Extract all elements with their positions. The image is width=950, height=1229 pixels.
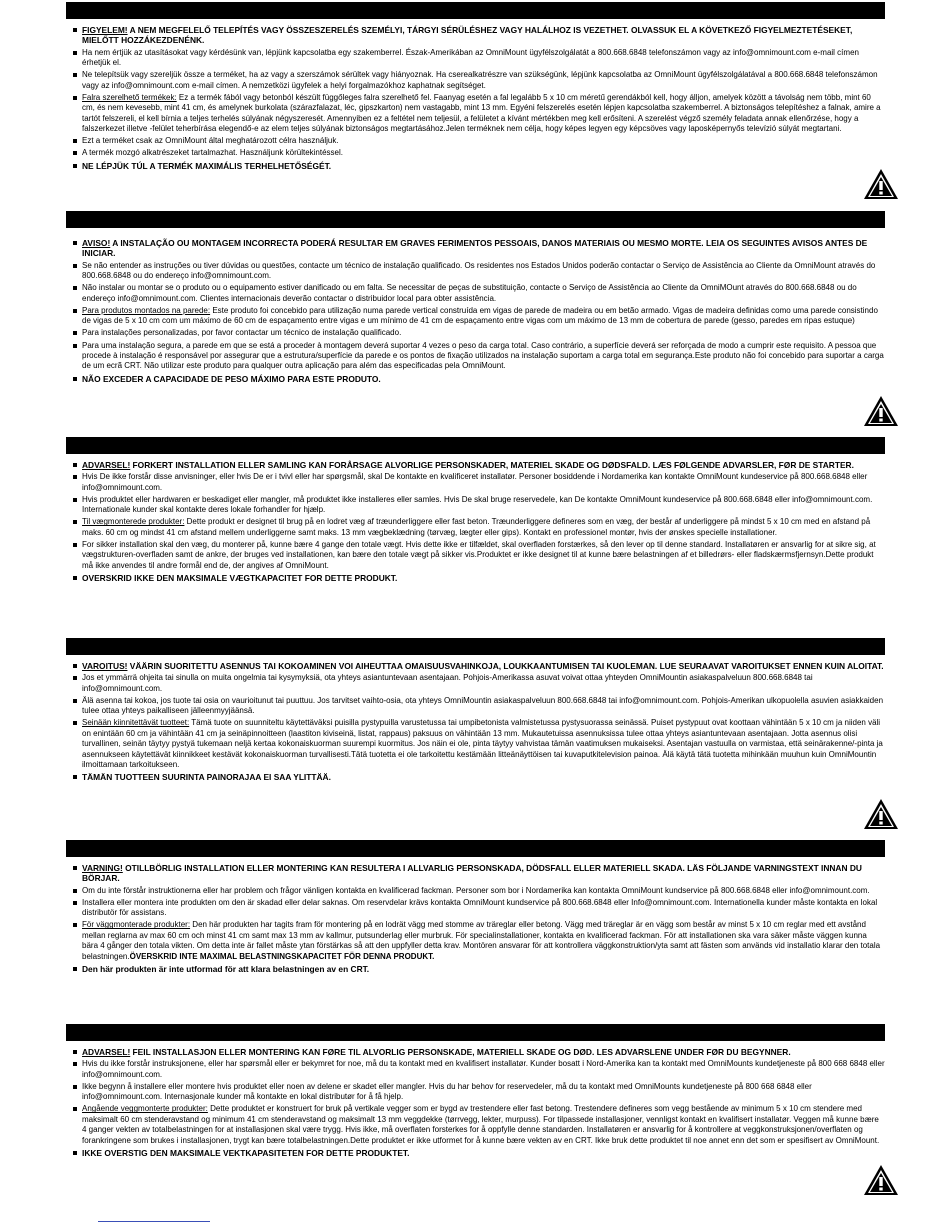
warning-section-sv [66, 840, 885, 976]
list-item: Para instalações personalizadas, por favor contactar um técnico de instalação qualificado. [82, 328, 885, 338]
warning-triangle-icon [863, 395, 899, 427]
list-item: Não instalar ou montar se o produto ou o equipamento estiver danificado ou em falta. Se necessitar de peças de substituição, contacte o Serviço de Assistência ao Cliente da OmniMOunt através do 800.668.6848 ou do endereço info@omnimount.com. Clientes internacionais deverão contactar o distribuidor local para obter assistência. [82, 283, 885, 304]
warning-section-da [66, 437, 885, 585]
section-bar [66, 211, 885, 228]
warning-heading: ADVARSEL! FEIL INSTALLASJON ELLER MONTERING KAN FØRE TIL ALVORLIG PERSONSKADE, MATERIELL SKADE OG DØD. LES ADVARSLENE UNDER FØR DU BEGYNNER. [82, 1047, 885, 1057]
list-item: For sikker installation skal den væg, du monterer på, kunne bære 4 gange den totale vægt. Hvis dette ikke er tilfældet, skal overfladen forstærkes, så den lever op til denne standard. Installatøren er ansvarlig for at sikre sig, at vægstrukturen-overfladen samt de ankre, der bruges ved installationen, kan bære den totale vægt på sikker vis.Produktet er ikke designet til at kunne bære belastningen af et billedrørs- eller fladskærmsfjernsyn.Dette produkt må ikke anvendes til andre formål end de, der angives af OmniMount. [82, 540, 885, 571]
list-item: Ikke begynn å installere eller montere hvis produktet eller noen av delene er skadet eller mangler. Hvis du har behov for reservedeler, må du ta kontakt med OmniMounts kundetjeneste på 800 668 6848 eller info@omnimount.com. Internasjonale kunder må kontakte en lokal distributør for å få hjelp. [82, 1082, 885, 1103]
list-item: A termék mozgó alkatrészeket tartalmazhat. Használjunk körültekintéssel. [82, 148, 885, 158]
warning-section-no [66, 1024, 885, 1160]
warning-list [66, 661, 885, 783]
warning-list [66, 25, 885, 171]
warning-list [66, 863, 885, 974]
list-item: Om du inte förstår instruktionerna eller har problem och frågor vänligen kontakta en kvalificerad fackman. Personer som bor i Nordamerika kan kontakta OmniMount kundservice på 800.668.6848 eller info@omnimount.com. [82, 886, 885, 896]
max-load-warning: NE LÉPJÜK TÚL A TERMÉK MAXIMÁLIS TERHELHETŐSÉGÉT. [82, 161, 885, 171]
warning-heading: VAROITUS! VÄÄRIN SUORITETTU ASENNUS TAI KOKOAMINEN VOI AIHEUTTAA OMAISUUSVAHINKOJA, LOUKKAANTUMISEN TAI KUOLEMAN. LUE SEURAAVAT VAROITUKSET ENNEN KUIN ALOITAT. [82, 661, 884, 671]
list-item: Angående veggmonterte produkter: Dette produktet er konstruert for bruk på vertikale vegger som er bygd av trestendere eller fast betong. Trestendere defineres som vegg bestående av minimum 5 x 10 cm stendere med maksimalt 60 cm stenderavstand og minimum 41 cm stenderavstand og maksimalt 13 mm veggdekke (tørrvegg, lekter, murpuss). For tilpassede installasjoner, vennligst kontakt en kvalifisert installatør. Veggen må kunne bære 4 ganger vekten av totalbelastningen for at installasjonen skal være trygg. Hvis ikke, må overflaten forsterkes for å oppfylle denne standarden. Installatøren er ansvarlig for å kontrollere at veggkonstruksjonen/overflaten og forankringene som brukes i installasjonen, trygt kan bære totalbelastningen.Dette produktet er ikke utformet for å kunne bære vekten av en CRT. Ikke bruk dette produktet til noe annet enn det som er spesifisert av OmniMount. [82, 1104, 885, 1146]
list-item: Ne telepítsük vagy szereljük össze a terméket, ha az vagy a szerszámok sérültek vagy hiányoznak. Ha cserealkatrészre van szükségünk, lépjünk kapcsolatba az OmniMount ügyfélszolgálatával a 800.668.6848 telefonszámon vagy az info@omnimount.com e-mail címen. A nemzetközi ügyfelek a helyi forgalmazókhoz kaphatnak segítséget. [82, 70, 885, 91]
section-bar [66, 1024, 885, 1041]
list-item: Seinään kiinnitettävät tuotteet: Tämä tuote on suunniteltu käytettäväksi puisilla pystypuilla varustetussa tai umpibetonista valmistetussa pystysuorassa seinässä. Puiset pystypuut ovat koottaan vähintään 5 x 10 cm ja niiden väli on enintään 60 cm ja vähintään 41 cm ja seinäpinnoitteen (laastiton kiviseinä, listat, rappaus) paksuus on vähintään 13 mm. Mukautetuissa asennuksissa tulee ottaa yhteys asiantuntevaan asentajaan. Jotta asennus olisi turvallinen, seinän täytyy pystyä tukemaan neljä kertaa kokonaiskuorman suurempi kuormitus. Jos näin ei ole, pinta täytyy vahvistaa tämän vaatimuksen mukaiseksi. Asentajan vastuulla on varmistaa, että seinärakenne/-pinta ja asennukseen käytettävät kiinnikkeet kestävät kokonaiskuorman turvallisesti.Tätä tuotetta ei ole tarkoitettu kestämään litteänäyttöisen tai kuvaputkitelevision painoa. Älä käytä tätä tuotetta mihinkään muuhun kuin OmniMountin ilmoittamaan tarkoitukseen. [82, 718, 885, 770]
section-bar [66, 638, 885, 655]
section-bar [66, 840, 885, 857]
list-item: Til vægmonterede produkter: Dette produkt er designet til brug på en lodret væg af træunderliggere eller fast beton. Træunderliggere defineres som en væg, der består af underliggere på mindst 5 x 10 cm med en afstand på maks. 60 cm og mindst 41 cm afstand mellem underliggerne samt maks. 13 mm vægbeklædning (tørvæg, lægter eller gips). Kontakt en professionel montør, hvis der ønskes specielle installationer. [82, 517, 885, 538]
warning-triangle-icon [863, 798, 899, 830]
warning-section-fi [66, 638, 885, 784]
warning-list [66, 238, 885, 384]
footer-divider [98, 1221, 210, 1222]
max-load-warning: NÃO EXCEDER A CAPACIDADE DE PESO MÁXIMO PARA ESTE PRODUTO. [82, 374, 885, 384]
section-bar [66, 437, 885, 454]
list-item: Ezt a terméket csak az OmniMount által meghatározott célra használjuk. [82, 136, 885, 146]
warning-triangle-icon [863, 1164, 899, 1196]
list-item: Älä asenna tai kokoa, jos tuote tai osia on vaurioitunut tai puuttuu. Jos tarvitset vaihto-osia, ota yhteys OmniMountin asiakaspalveluun 800.668.6848 tai info@omnimount.com. Pohjois-Amerikan ulkopuolella asuvien asiakkaiden tulee ottaa yhteys paikalliseen jälleenmyyjäänsä. [82, 695, 884, 716]
list-item: Para uma instalação segura, a parede em que se está a proceder à montagem deverá suportar 4 vezes o peso da carga total. Caso contrário, a superfície deverá ser reforçada de modo a cumprir este requisito. A pessoa que procede à instalação é responsável por assegurar que a estrutura/superfície da parede e os pontos de fixação utilizados na instalação suportam a carga total em segurança.Este produto não foi concebido para suportar a carga de um ecrã CRT. Não utilizar este produto para qualquer outra aplicação para além das especificadas pela OmniMount. [82, 340, 884, 371]
list-item: Jos et ymmärrä ohjeita tai sinulla on muita ongelmia tai kysymyksiä, ota yhteys asiantuntevaan asentajaan. Pohjois-Amerikassa asuvat voivat ottaa yhteyden OmniMountin asiakaspalveluun 800.668.6848 tai info@omnimount.com. [82, 673, 885, 694]
list-item: Falra szerelhető termékek: Ez a termék fából vagy betonból készült függőleges falra szerelhető fel. Faanyag esetén a fal legalább 5 x 10 cm méretű gerendákból kell, hogy álljon, amelyek között a távolság nem több, mint 60 cm, és nem kevesebb, mint 41 cm, és amelynek burkolata (szárazfalazat, léc, gipszkarton) nem vastagabb, mint 13 mm. Egyéni felszerelés esetén lépjen kapcsolatba szakemberrel. A biztonságos telepítéshez a falnak, amire a tartót felszereli, el kell bírnia a teljes terhelés súlyának négyszeresét. Amennyiben ez a feltétel nem teljesül, a felületet a kívánt mértékben meg kell erősíteni. A szerelést végző személy feladata annak ellenőrzése, hogy a falszerkezet illetve -felület teherbírása elegendő-e az elem teljes súlyának biztonságos megtartásához.Jelen terméknek nem célja, hogy képes legyen egy képcsöves vagy laposképernyős televízió súlyát megtartani. [82, 93, 885, 135]
max-load-warning: IKKE OVERSTIG DEN MAKSIMALE VEKTKAPASITETEN FOR DETTE PRODUKTET. [82, 1148, 885, 1158]
warning-heading: ADVARSEL! FORKERT INSTALLATION ELLER SAMLING KAN FORÅRSAGE ALVORLIGE PERSONSKADER, MATERIEL SKADE OG DØDSFALD. LÆS FØLGENDE ADVARSLER, FØR DE STARTER. [82, 460, 885, 470]
warning-triangle-icon [863, 168, 899, 200]
list-item: Hvis du ikke forstår instruksjonene, eller har spørsmål eller er bekymret for noe, må du ta kontakt med en kvalifisert installatør. Kunder bosatt i Nord-Amerika kan ta kontakt med OmniMounts kundetjeneste på 800 668 6848 eller info@omnimount.com. [82, 1059, 885, 1079]
list-item: Installera eller montera inte produkten om den är skadad eller delar saknas. Om reservdelar krävs kontakta OmniMount kundservice på 800.668.6848 eller Info@omnimount.com. Internationella kunder måste kontakta en lokal distributör för assistans. [82, 898, 885, 919]
warning-heading: FIGYELEM! A NEM MEGFELELŐ TELEPÍTÉS VAGY ÖSSZESZERELÉS SZEMÉLYI, TÁRGYI SÉRÜLÉSHEZ VAGY HALÁLHOZ IS VEZETHET. OLVASSUK EL A KÖVETKEZŐ FIGYELMEZTETÉSEKET, MIELŐTT HOZZÁKEZDENÉNK. [82, 25, 885, 46]
max-load-warning: OVERSKRID IKKE DEN MAKSIMALE VÆGTKAPACITET FOR DETTE PRODUKT. [82, 573, 885, 583]
warning-list [66, 460, 885, 583]
list-item: Hvis De ikke forstår disse anvisninger, eller hvis De er i tvivl eller har spørgsmål, skal De kontakte en kvalificeret installatør. Personer bosiddende i Nordamerika kan kontakte OmniMount kundeservice på 800.668.6848 eller info@omnimount.com. [82, 472, 885, 493]
warning-heading: VARNING! OTILLBÖRLIG INSTALLATION ELLER MONTERING KAN RESULTERA I ALLVARLIG PERSONSKADA, DÖDSFALL ELLER MATERIELL SKADA. LÄS FÖLJANDE VARNINGSTEXT INNAN DU BÖRJAR. [82, 863, 885, 884]
section-bar [66, 2, 885, 19]
list-item: Se não entender as instruções ou tiver dúvidas ou questões, contacte um técnico de instalação qualificado. Os residentes nos Estados Unidos poderão contactar o Serviço de Assistência ao Cliente da OmniMount através do 800.668.6848 ou do endereço info@omnimount.com. [82, 261, 885, 282]
list-item: Ha nem értjük az utasításokat vagy kérdésünk van, lépjünk kapcsolatba egy szakemberrel. Észak-Amerikában az OmniMount ügyfélszolgálatát a 800.668.6848 telefonszámon vagy az info@omnimount.com e-mail címen érhetjük el. [82, 48, 885, 69]
warning-heading: AVISO! A INSTALAÇÃO OU MONTAGEM INCORRECTA PODERÁ RESULTAR EM GRAVES FERIMENTOS PESSOAIS, DANOS MATERIAIS OU MESMO MORTE. LEIA OS SEGUINTES AVISOS ANTES DE INICIAR. [82, 238, 885, 259]
list-item: Para produtos montados na parede: Este produto foi concebido para utilização numa parede vertical construída em vigas de parede de madeira ou em betão armado. Vigas de madeira definidas como uma parede consistindo de vigas de 5 x 10 cm com um máximo de 60 cm de espaçamento entre vigas e um mínimo de 41 cm de espaçamento entre vigas com um máximo de 13 mm de cobertura de parede (gesso, paredes em ripas estuque) [82, 306, 885, 327]
warning-section-pt [66, 211, 885, 386]
warning-list [66, 1047, 885, 1158]
list-item: För väggmonterade produkter: Den här produkten har tagits fram för montering på en lodrät vägg med stomme av träreglar eller betong. Vägg med träreglar är en vägg som består av minst 5 x 10 cm reglar med ett avstånd mellan reglarna av max 60 cm och minst 41 cm samt max 13 mm av kallmur, putsunderlag eller murbruk. För specialinstallationer, kontakta en kvalificerad fackman. För att installationen ska vara säker måste väggen kunna bära 4 gånger den totala vikten. Om detta inte är fallet måste ytan förstärkas så att den uppfyller detta krav. Montören ansvarar för att kontrollera väggkonstruktion/yta samt att fästen som används vid installatio klarar den totala belastningen.ÖVERSKRID INTE MAXIMAL BELASTNINGSKAPACITET FÖR DENNA PRODUKT. [82, 920, 885, 962]
list-item: Hvis produktet eller hardwaren er beskadiget eller mangler, må produktet ikke installeres eller samles. Hvis De skal bruge reservedele, kan De kontakte OmniMount kundeservice på 800.668.6848 eller info@omnimount.com. Internationale kunder skal kontakte deres lokale forhandler for hjælp. [82, 495, 885, 516]
max-load-warning: TÄMÄN TUOTTEEN SUURINTA PAINORAJAA EI SAA YLITTÄÄ. [82, 772, 885, 782]
warning-section-hu [66, 2, 885, 173]
crt-warning: Den här produkten är inte utformad för att klara belastningen av en CRT. [82, 964, 885, 974]
